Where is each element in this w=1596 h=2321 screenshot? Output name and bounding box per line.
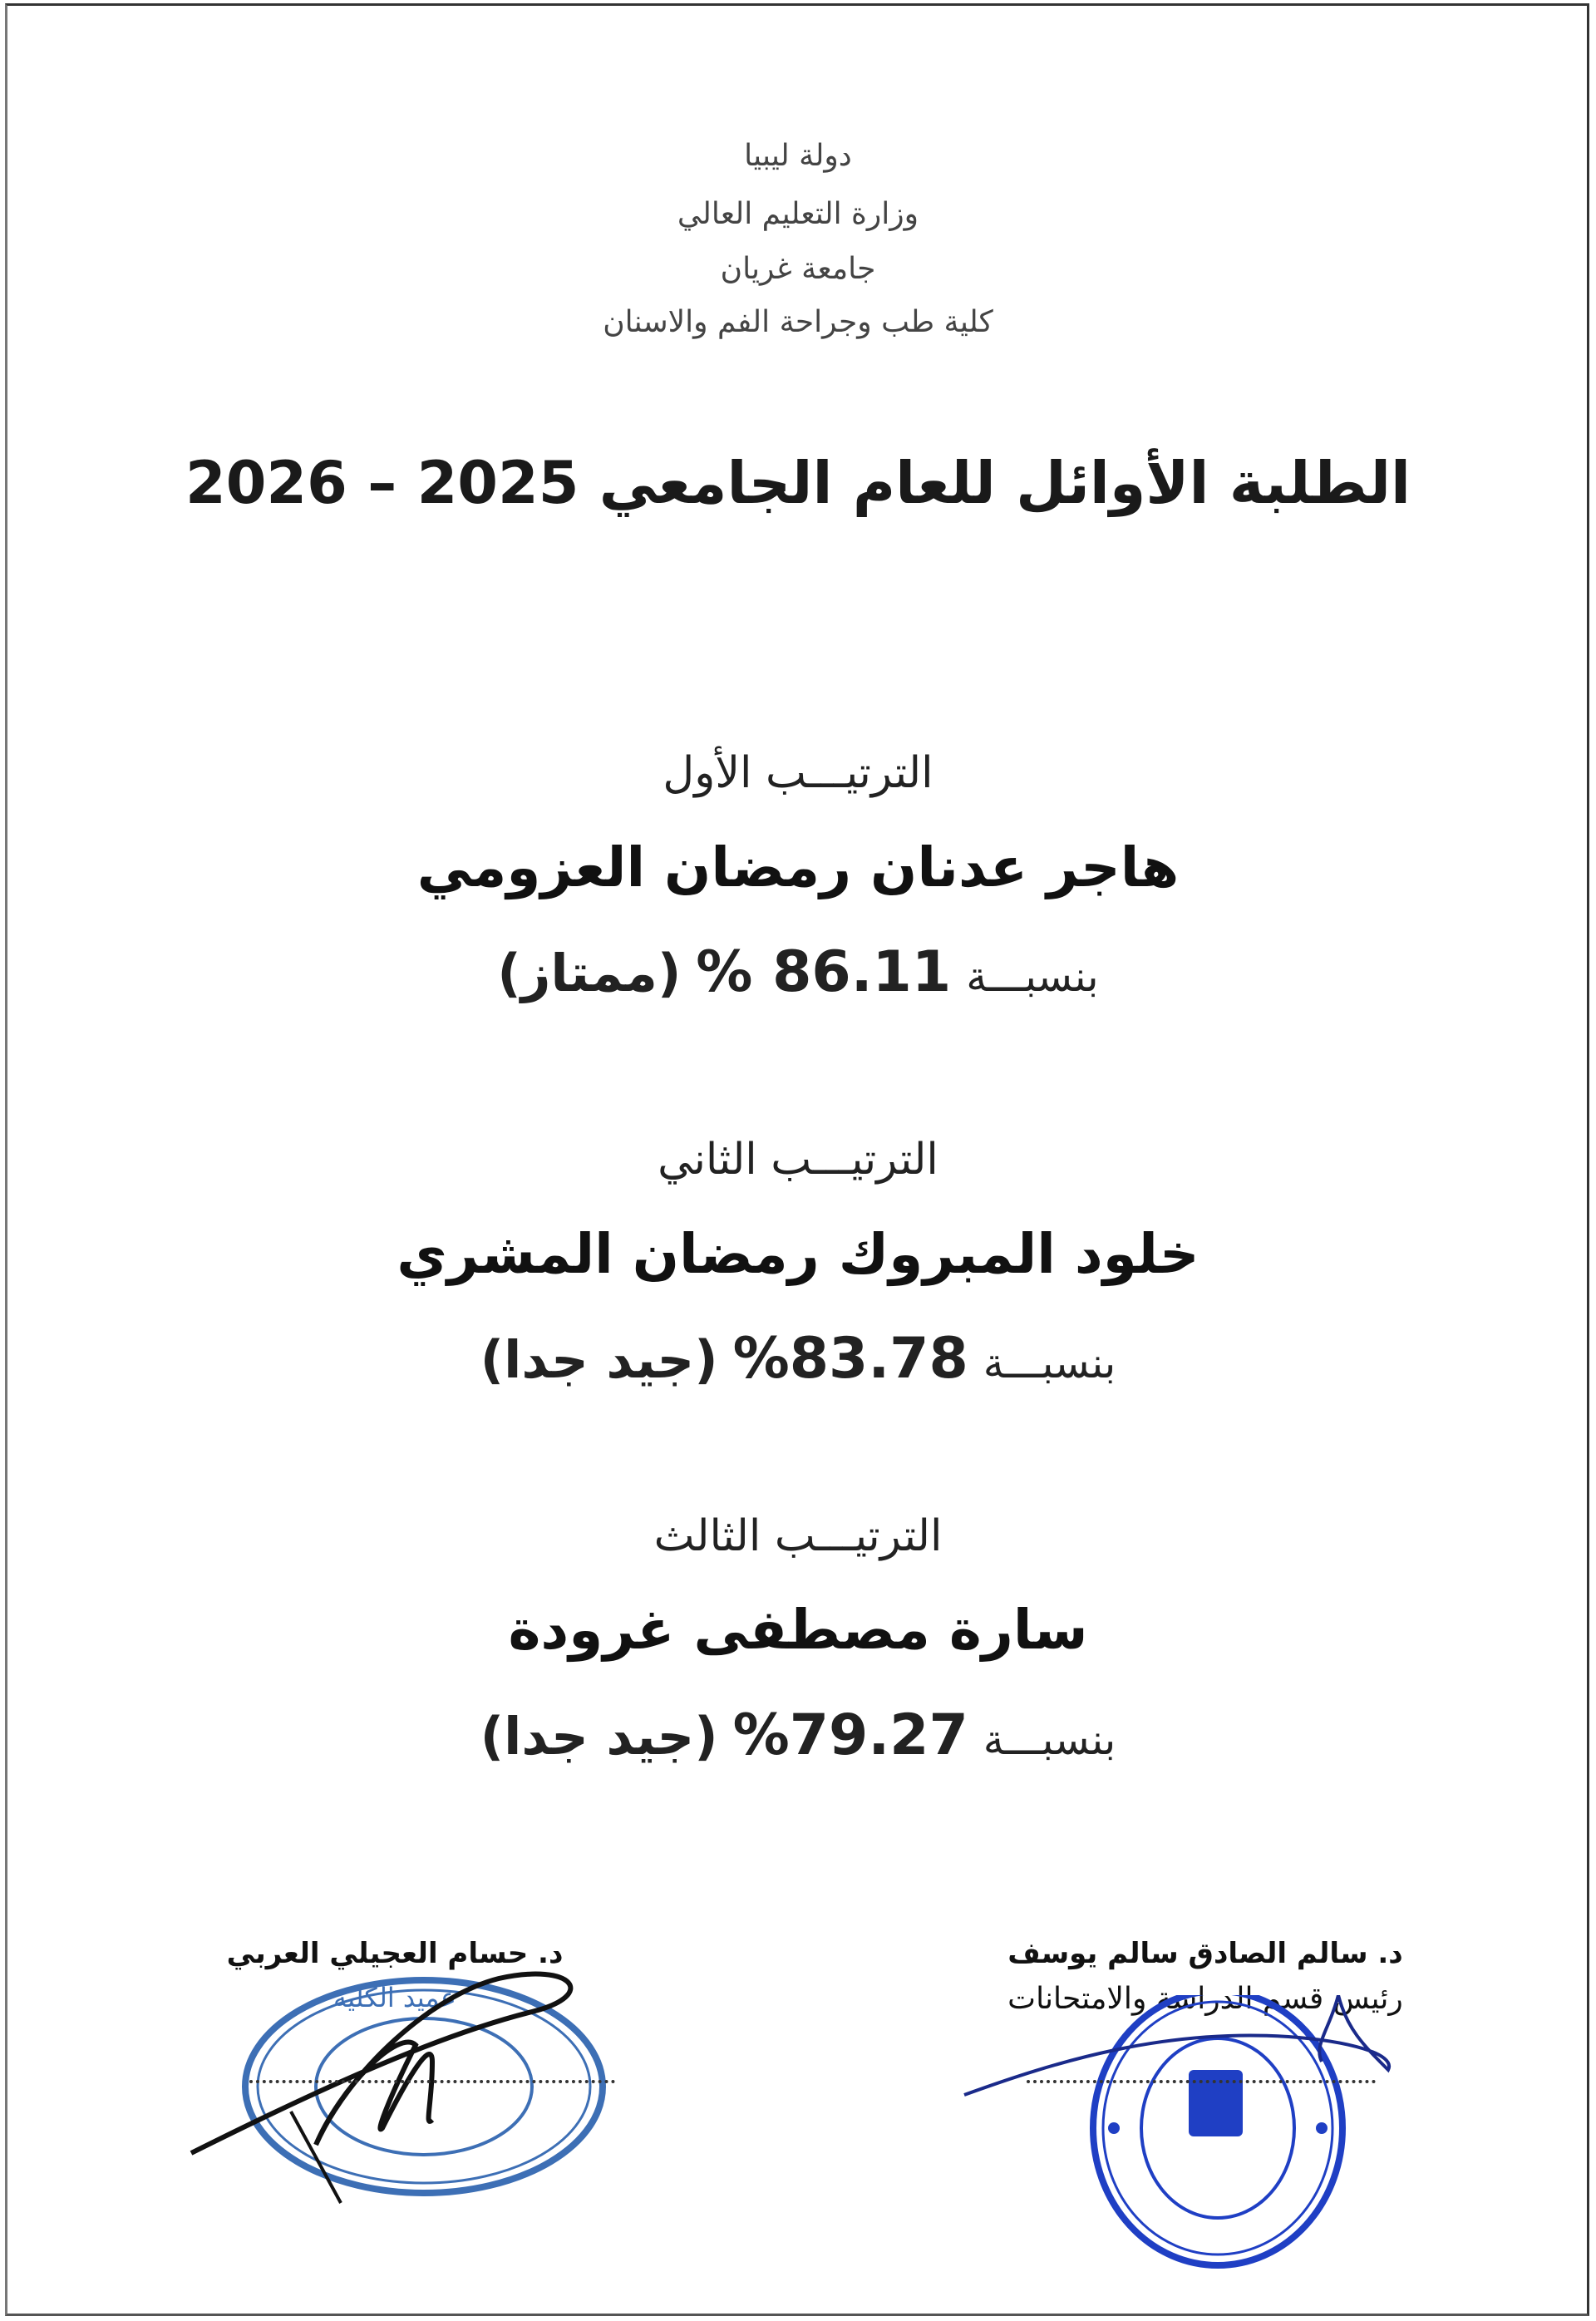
rank-3-label: الترتيـــب الثالث — [653, 1511, 943, 1561]
header-faculty: كلية طب وجراحة الفم والاسنان — [603, 305, 993, 339]
dean-title: عميد الكلية — [333, 1982, 456, 2013]
percentage-value: % 86.11 — [696, 939, 952, 1005]
percentage-label: بنسبـــة — [966, 953, 1099, 1001]
percentage-value: %79.27 — [732, 1703, 968, 1768]
rank-1-label: الترتيـــب الأول — [663, 748, 933, 798]
rank-2-name: خلود المبروك رمضان المشري — [397, 1222, 1199, 1286]
exams-head-signature-line — [1027, 2080, 1376, 2083]
grade: (ممتاز) — [497, 943, 682, 1003]
header-ministry: وزارة التعليم العالي — [677, 197, 919, 231]
exams-head-name: د. سالم الصادق سالم يوسف — [1007, 1937, 1403, 1970]
header-country: دولة ليبيا — [744, 139, 852, 173]
dean-stamp-and-signature — [183, 1962, 615, 2211]
rank-2-label: الترتيـــب الثاني — [658, 1135, 938, 1185]
dean-signature-line — [249, 2080, 615, 2083]
grade: (جيد جدا) — [480, 1706, 718, 1767]
rank-3-name: سارة مصطفى غرودة — [508, 1598, 1088, 1662]
grade: (جيد جدا) — [480, 1329, 718, 1390]
rank-1-percentage — [0, 939, 1596, 1005]
rank-1-name: هاجر عدنان رمضان العزومي — [416, 835, 1180, 899]
page-title: الطلبة الأوائل للعام الجامعي 2025 – 2026 — [185, 449, 1411, 517]
header-university: جامعة غريان — [720, 252, 876, 286]
percentage-value: %83.78 — [732, 1326, 968, 1392]
dean-name: د. حسام العجيلي العربي — [226, 1937, 564, 1970]
exams-head-title: رئيس قسم الدراسة والامتحانات — [1007, 1982, 1403, 2016]
rank-2-percentage — [0, 1326, 1596, 1392]
percentage-label: بنسبـــة — [983, 1339, 1116, 1387]
exams-stamp-and-signature — [956, 1995, 1421, 2278]
percentage-label: بنسبـــة — [983, 1716, 1116, 1764]
rank-3-percentage — [0, 1703, 1596, 1768]
